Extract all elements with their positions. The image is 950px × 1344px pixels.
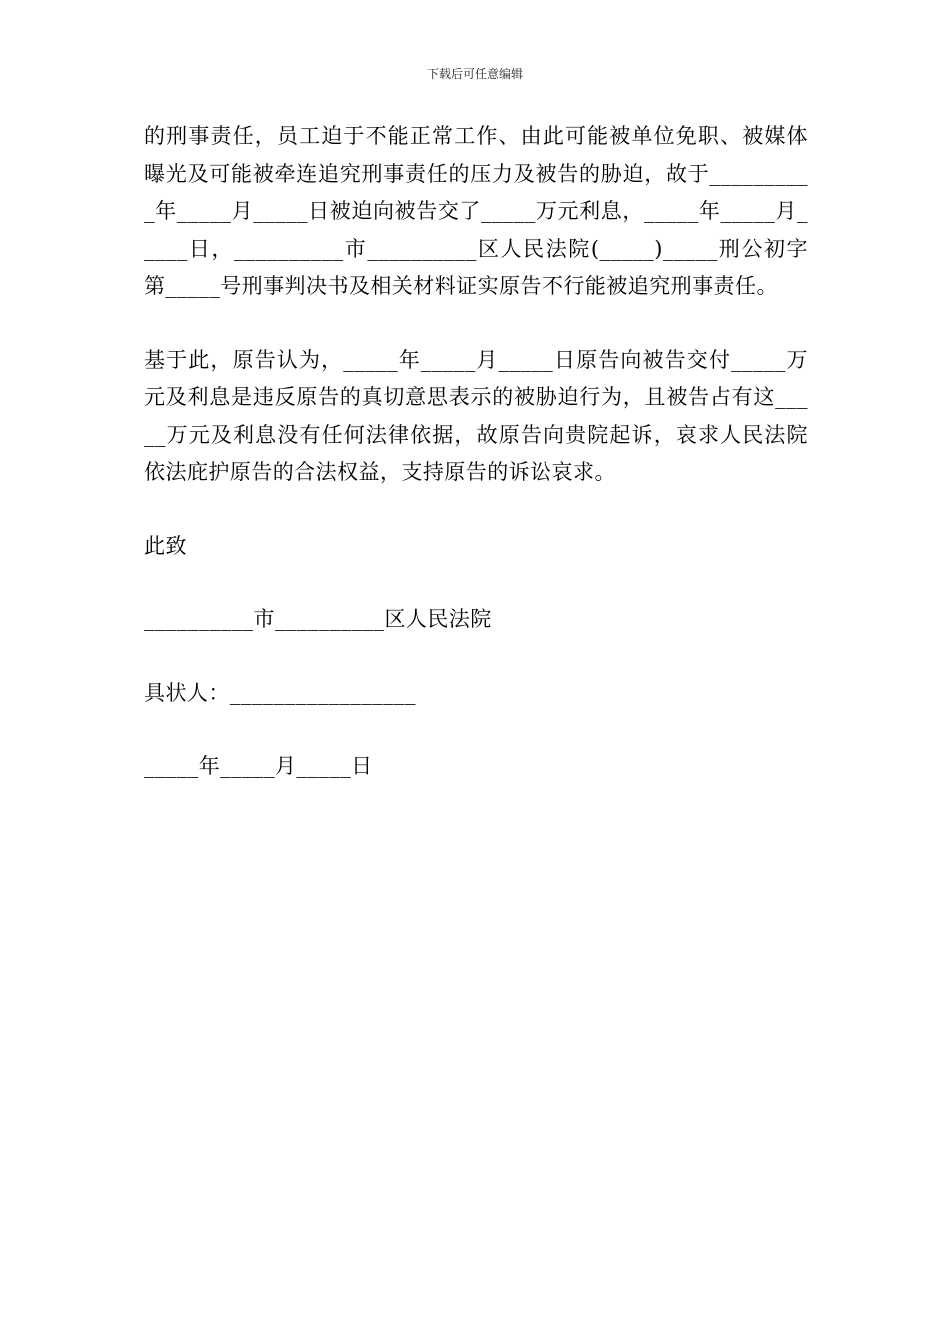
date-line: _____年_____月_____日 xyxy=(144,754,373,778)
court-address-line: __________市__________区人民法院 xyxy=(144,607,492,631)
document-body xyxy=(144,118,808,822)
salutation: 此致 xyxy=(144,533,187,558)
page-header: 下载后可任意编辑 xyxy=(426,67,523,81)
paragraph-claim: 基于此，原告认为，_____年_____月_____日原告向被告交付_____万元及利息是违反原告的真切意思表示的被胁迫行为，且被告占有这_____万元及利息没有任何法律依据，故原告向贵院起诉，哀求人民法院依法庇护原告的合法权益，支持原告的诉讼哀求。 xyxy=(144,347,808,484)
paragraph-facts: 的刑事责任，员工迫于不能正常工作、由此可能被单位免职、被媒体曝光及可能被牵连追究刑事责任的压力及被告的胁迫，故于__________年_____月_____日被迫向被告交了_____万元利息，_____年_____月_____日，__________市__________区人民法院(_____)_____刑公初字第_____号刑事判决书及相关材料证实原告不行能被追究刑事责任。 xyxy=(144,124,808,298)
signer-line: 具状人：_________________ xyxy=(144,680,416,705)
